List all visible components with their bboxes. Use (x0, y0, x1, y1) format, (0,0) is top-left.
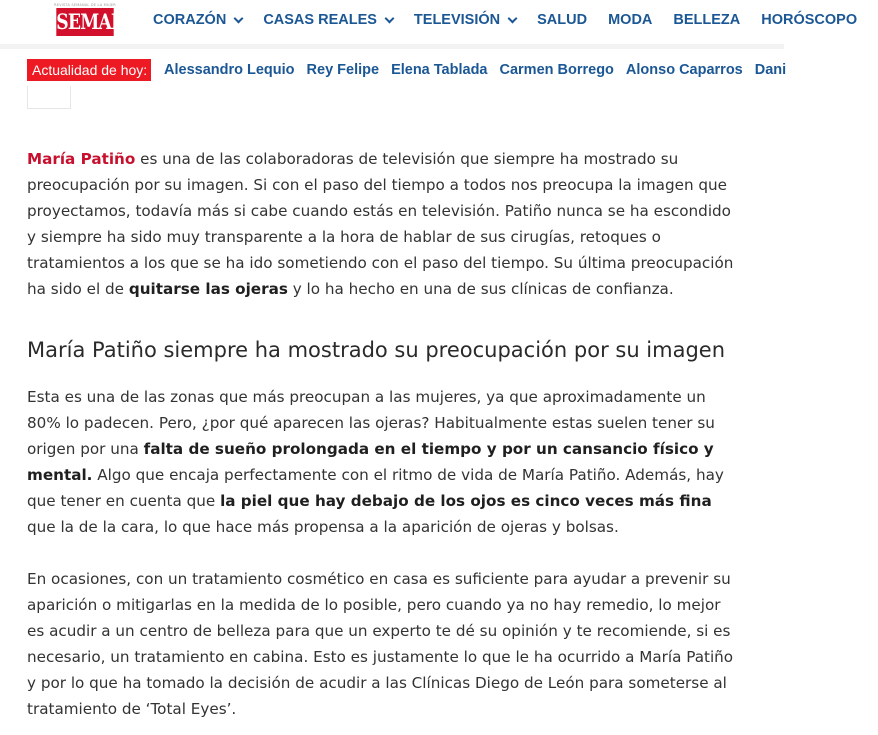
nav-item-televisión[interactable] (414, 10, 516, 30)
trending-link[interactable]: Elena Tablada (391, 62, 488, 78)
nav-item-horóscopo[interactable] (761, 10, 857, 30)
p1-bold: quitarse las ojeras (128, 280, 288, 298)
chevron-down-icon (508, 13, 518, 23)
nav-item-salud[interactable] (537, 10, 587, 30)
trending-links (164, 59, 798, 81)
p2-bold-1: falta de sueño prolongada en el tiempo y por un cansancio físico y mental. (27, 440, 714, 484)
nav-item-casas-reales[interactable] (263, 10, 393, 30)
article-paragraph-3: En ocasiones, con un tratamiento cosmético en casa es suficiente para ayudar a prevenir su aparición o mitigarlas en la medida de lo posible, pero cuando ya no hay remedio, lo mejor es acudir a un centro de belleza para que un experto te dé su opinión y te recomiende, si es necesario, un tratamiento en cabina. Esto es justamente lo que le ha ocurrido a María Patiño y por lo que ha tomado la decisión de acudir a las Clínicas Diego de León para someterse al tratamiento de ‘Total Eyes’. (27, 570, 734, 718)
p1-text-1: es una de las colaboradoras de televisión que siempre ha mostrado su preocupación por su imagen. Si con el paso del tiempo a todos nos preocupa la imagen que proyectamos, todavía más si cabe cuando estás en televisión. Patiño nunca se ha escondido y siempre ha sido muy transparente a la hora de hablar de sus cirugías, retoques o tratamientos a los que se ha ido sometiendo con el paso del tiempo. Su última preocupación ha sido el de (27, 150, 734, 298)
chevron-down-icon (384, 13, 394, 23)
maria-patino-link[interactable]: María Patiño (27, 150, 136, 168)
site-header (0, 0, 858, 45)
main-menu (153, 10, 878, 30)
paragraph-spacer (27, 540, 739, 566)
p2-text-1: Esta es una de las zonas que más preocupan a las mujeres, ya que aproximadamente un 80% lo padecen. Pero, ¿por qué aparecen las ojeras? Habitualmente estas suelen tener su origen por una (27, 388, 715, 458)
nav-item-label: MODA (608, 12, 653, 28)
article-paragraph-2 (27, 384, 739, 540)
nav-item-label: TELEVISIÓN (413, 12, 501, 28)
semana-logo[interactable] (50, 3, 139, 37)
trending-label: Actualidad de hoy: (27, 59, 151, 81)
trending-link[interactable]: Carmen Borrego (499, 62, 614, 78)
nav-item-belleza[interactable] (673, 10, 740, 30)
p2-text-2: Algo que encaja perfectamente con el ritmo de vida de María Patiño. Además, hay que tener en cuenta que (27, 466, 724, 510)
chevron-down-icon (234, 13, 244, 23)
nav-item-moda[interactable] (608, 10, 652, 30)
nav-item-label: BELLEZA (673, 12, 741, 28)
header-divider (0, 44, 784, 49)
p1-text-2: y lo ha hecho en una de sus clínicas de confianza. (287, 280, 674, 298)
trending-link[interactable]: Rey Felipe (306, 62, 380, 78)
trending-link[interactable]: Dani (754, 62, 787, 78)
nav-item-label: CASAS REALES (263, 12, 377, 28)
image-frame-fragment (27, 86, 71, 109)
article-subheading: María Patiño siempre ha mostrado su preocupación por su imagen (27, 338, 726, 362)
article-paragraph-1 (27, 146, 739, 302)
logo-tagline: REVISTA SEMANAL DE LA MUJER (54, 3, 116, 7)
nav-item-corazón[interactable] (153, 10, 242, 30)
p2-text-3: que la de la cara, lo que hace más propensa a la aparición de ojeras y bolsas. (27, 518, 619, 536)
nav-item-label: CORAZÓN (153, 12, 227, 28)
trending-link[interactable]: Alonso Caparros (625, 62, 743, 78)
article-body (27, 146, 739, 722)
p2-bold-2: la piel que hay debajo de los ojos es cinco veces más fina (220, 492, 712, 510)
trending-bar (0, 56, 787, 86)
nav-item-label: HORÓSCOPO (761, 12, 858, 28)
nav-item-label: SALUD (537, 12, 588, 28)
trending-link[interactable]: Alessandro Lequio (164, 62, 295, 78)
logo-wordmark: SEMANA (56, 9, 139, 34)
